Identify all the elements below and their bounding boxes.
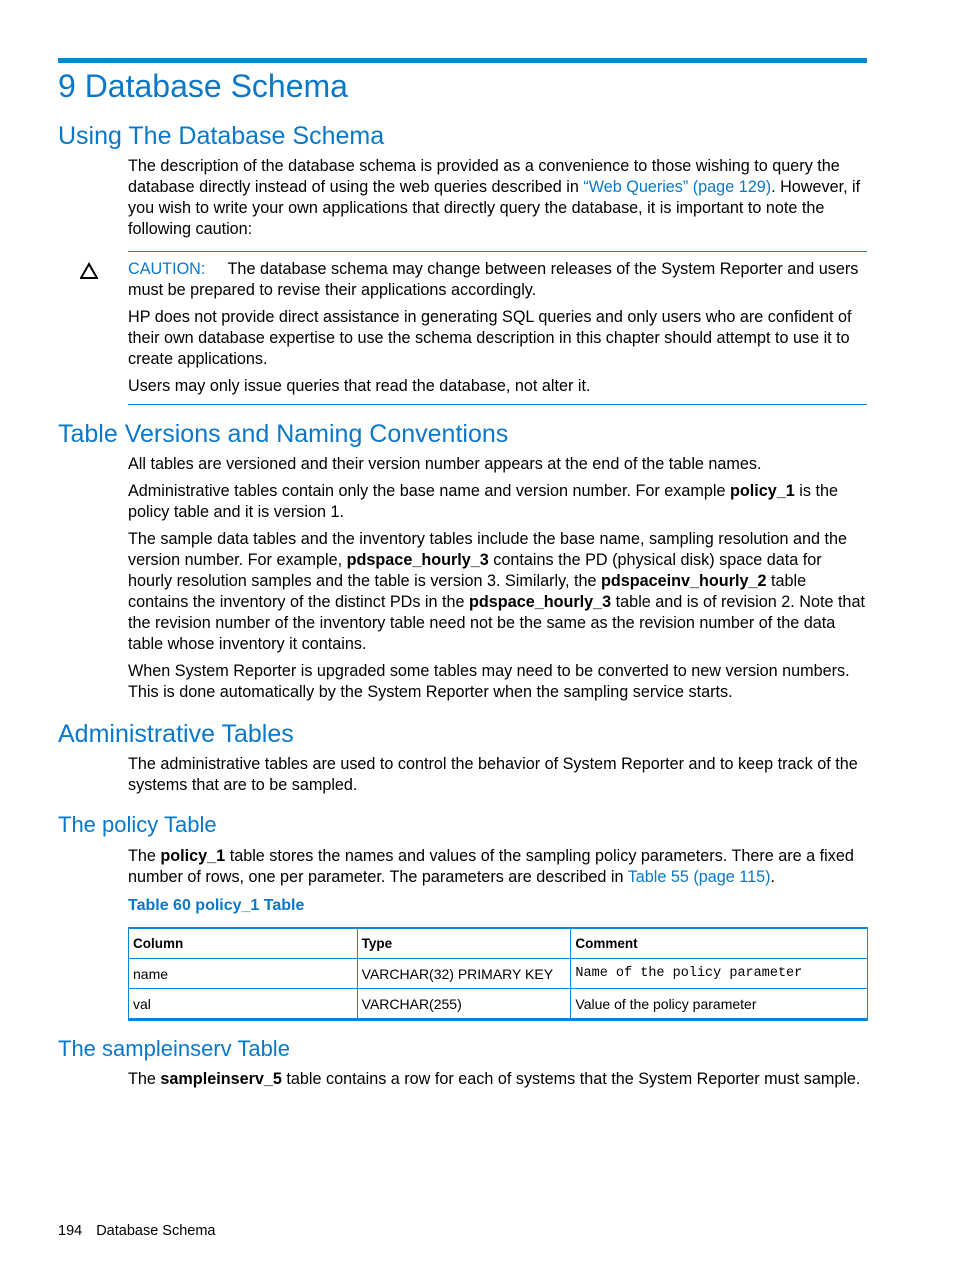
heading-sampleinserv-table: The sampleinserv Table [58,1036,290,1061]
table-name-policy: policy_1 [160,847,226,865]
column-header: Comment [571,928,868,959]
heading-policy-table: The policy Table [58,812,217,837]
paragraph-policy [128,846,868,888]
paragraph-versions-2 [128,481,868,523]
link-table-55[interactable]: Table 55 (page 115) [627,868,771,886]
table-cell: val [129,989,358,1020]
policy-table [128,927,868,1021]
paragraph-admin: The administrative tables are used to control the behavior of System Reporter and to keep track of the systems that are to be sampled. [128,755,858,794]
text-run: table and is of revision 2. Note that the revision number of the inventory table need not be the same as the revision number of the data table whose inventory it contains. [128,593,865,653]
paragraph-versions-4: When System Reporter is upgraded some tables may need to be converted to new version numbers. This is done automatically by the System Reporter when the sampling service starts. [128,662,850,701]
link-web-queries[interactable]: “Web Queries” (page 129) [583,178,772,196]
text-run: . [770,868,775,886]
table-cell: Value of the policy parameter [571,989,868,1020]
caution-paragraph [128,259,868,301]
heading-using-database-schema: Using The Database Schema [58,122,385,150]
paragraph-versions-1: All tables are versioned and their version number appears at the end of the table names. [128,455,762,473]
text-run: The [128,847,161,865]
heading-table-versions: Table Versions and Naming Conventions [58,420,509,448]
table-name-policy: policy_1 [729,482,795,500]
caution-paragraph-2: HP does not provide direct assistance in generating SQL queries and only users who are confident of their own database expertise to use the schema description in this chapter should attempt to use it to create applications. [128,308,852,368]
chapter-top-rule [58,58,867,63]
table-name-sampleinserv: sampleinserv_5 [160,1070,282,1088]
table-row [129,989,868,1020]
text-run: is the policy table and it is version 1. [128,482,838,521]
caution-bottom-rule [128,404,867,405]
text-run: The sample data tables and the inventory tables include the base name, sampling resolution and the version number. For example, [128,530,848,569]
text-run: table stores the names and values of the sampling policy parameters. There are a fixed number of rows, one per parameter. The parameters are described in [128,847,854,886]
caution-text: The database schema may change between releases of the System Reporter and users must be prepared to revise their applications accordingly. [128,260,859,299]
caution-label: CAUTION: [128,260,206,278]
text-run: The [128,1070,161,1088]
table-cell: VARCHAR(255) [357,989,571,1020]
page-number: 194 [58,1223,83,1239]
table-row [129,959,868,989]
text-run: . However, if you wish to write your own applications that directly query the database, it is important to note the following caution: [128,178,861,238]
chapter-title: 9 Database Schema [58,68,348,104]
caution-triangle-icon [80,262,98,280]
table-name-pdspaceinv: pdspaceinv_hourly_2 [600,572,767,590]
footer-label: Database Schema [96,1223,216,1239]
text-run: table contains a row for each of systems that the System Reporter must sample. [281,1070,861,1088]
heading-administrative-tables: Administrative Tables [58,720,294,748]
paragraph-versions-3 [128,529,868,655]
paragraph-using-intro [128,156,868,240]
table-cell: VARCHAR(32) PRIMARY KEY [357,959,571,989]
table-header-row [129,928,868,959]
text-run: The description of the database schema is provided as a convenience to those wishing to query the database directly instead of using the web queries described in [128,157,840,196]
table-cell: name [129,959,358,989]
paragraph-sampleinserv [128,1069,868,1090]
table-caption: Table 60 policy_1 Table [128,897,305,914]
column-header: Type [357,928,571,959]
table-name-pdspace: pdspace_hourly_3 [469,593,612,611]
table-cell: Name of the policy parameter [571,959,868,989]
text-run: Administrative tables contain only the base name and version number. For example [128,482,730,500]
column-header: Column [129,928,358,959]
text-run: contains the PD (physical disk) space data for hourly resolution samples and the table is version 3. Similarly, the [128,551,822,590]
caution-paragraph-3: Users may only issue queries that read the database, not alter it. [128,377,591,395]
text-run: table contains the inventory of the distinct PDs in the [128,572,807,611]
page-footer [58,1223,230,1239]
caution-top-rule [128,251,867,252]
table-name-pdspace: pdspace_hourly_3 [346,551,489,569]
